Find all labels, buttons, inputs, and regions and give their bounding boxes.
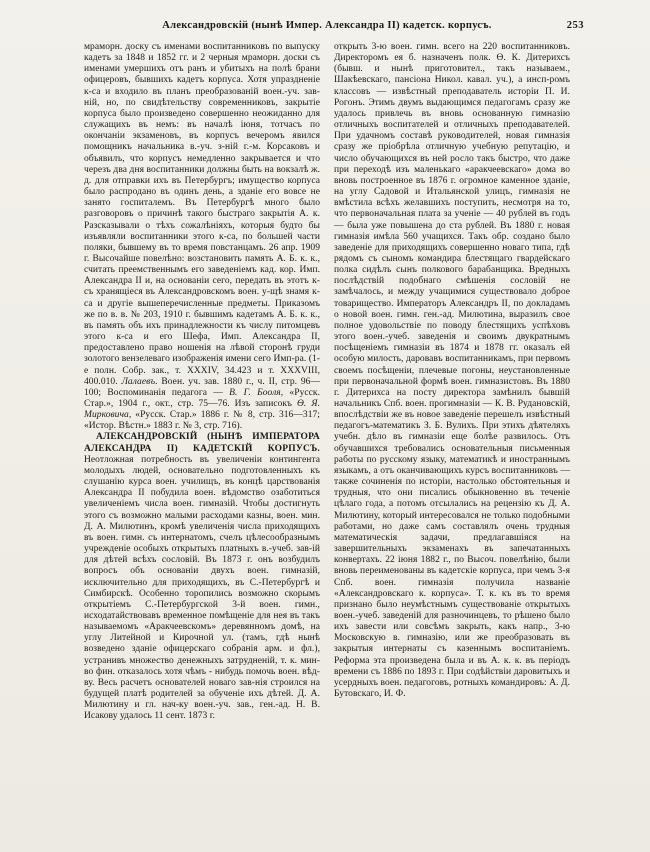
paragraph-continuation <box>84 42 320 432</box>
page-number: 253 <box>566 20 584 31</box>
citation-author: Лалаевъ <box>121 376 156 387</box>
article-paragraph <box>84 432 320 722</box>
text-run: , «Русск. Стар.» 1886 г. № 8, стр. 316—317; «Истор. Вѣстн.» 1883 г. № 3, стр. 716). <box>84 410 320 432</box>
article-title: АЛЕКСАНДРОВСКІЙ (НЫНѢ ИМПЕРАТОРА АЛЕКСАНДРА II) КАДЕТСКІЙ КОРПУСЪ. <box>84 432 320 454</box>
text-columns <box>84 42 570 846</box>
left-column <box>84 42 320 846</box>
right-column <box>334 42 570 846</box>
text-run: открыть 3-ю воен. гимн. всего на 220 воспитанниковъ. Директоромъ ея б. назначенъ полк. Ѳ. К. Дитерихсъ (бывш. и нынѣ приготовител., такъ называем., Шакѣевскаго, пансіона Никол. кавал. уч.), а инсп-ромъ классовъ — извѣстный преподаватель исторіи П. И. Рогонъ. Этимъ двумъ выдающимся педагогамъ сразу же удалось привлечь въ вновь основанную гимназію отличныхъ воспитателей и отличныхъ преподавателей. При удачномъ составѣ руководителей, новая гимназія сразу же пріобрѣла отличную учебную репутацію, и число обучающихся въ ней росло такъ быстро, что даже при переходѣ изъ маленькаго «аракчеевскаго» дома во вновь построенное въ 1876 г. огромное каменное зданіе, на углу Садовой и Итальянской улицъ, гимназія не вмѣстила всѣхъ желавшихъ поступить, несмотря на то, что первоначальная плата за ученіе — 40 рублей въ годъ — была уже повышена до ста рублей. Въ 1880 г. новая гимназія имѣла 560 учащихся. Такъ обр. создано было заведеніе для приходящихъ совершенно новаго типа, гдѣ рядомъ съ сыномъ командира блестящаго гвардейскаго полка сидѣлъ сынъ полкового барабанщика. Вредныхъ послѣдствій подобнаго смѣшенія сословій не замѣчалось, и между учащимися существовало доброе товарищество. Императоръ Александръ II, по докладамъ о новой воен. гимн. ген.-ад. Милютина, выразилъ свое полное удовольствіе по поводу блестящихъ успѣховъ этого воен.-учеб. заведенія и своимъ двукратнымъ посѣщеніемъ гимназіи въ 1874 и 1878 гг. оказалъ ей особую милость, даровавъ воспитанникамъ, при первомъ своемъ посѣщеніи, плечевые погоны, неустановленные при первоначальной формѣ воен. гимназистовъ. Въ 1880 г. Дитерихса на посту директора замѣнилъ бывшій начальникъ Спб. воен. прогимназіи — К. В. Рудановскій, впослѣдствіи же въ новое заведеніе перешелъ извѣстный педагогъ-математикъ З. Б. Вулихъ. При этихъ дѣятеляхъ учебн. дѣло въ гимназіи еще болѣе развилось. Отъ обучавшихся требовались основательныя письменныя работы по русскому языку, математикѣ и иностраннымъ языкамъ, а отъ оканчивающихъ курсъ воспитанниковъ — также сочиненія по исторіи, настолько обстоятельныя и трудныя, что они писались обыкновенно въ теченіе цѣлаго года, а потомъ отсылались на рецензію къ Д. А. Милютину, который интересовался не только подобными работами, но даже самъ составлялъ очень трудныя математическія задачи, предлагавшіяся на завершительныхъ экзаменахъ въ запечатанныхъ конвертахъ. 22 іюня 1882 г., по Высоч. повелѣнію, были вновь переименованы въ кадетскіе корпуса, при чемъ 3-я Спб. воен. гимназія получила названіе «Александровскаго к. корпуса». Т. к. къ въ то время признано было неумѣстнымъ существованіе открытыхъ воен.-учеб. заведеній для разночинцевъ, то рѣшено было ихъ завести или совсѣмъ закрыть, какъ напр., 3-ю Московскую в. гимназію, или же преобразовать въ закрытыя интернаты съ казеннымъ воспитаніемъ. Реформа эта произведена была и въ А. к. к. въ періодъ времени съ 1886 по 1893 г. При содѣйствіи даровитыхъ и усердныхъ воен. педагоговъ, ротныхъ командировъ: А. Д. Бутовскаго, И. Ф. <box>334 42 570 700</box>
text-run: . Воен. уч. зав. 1880 г., ч. II, стр. 96—100; Воспоминанія педагога — <box>84 376 320 398</box>
paragraph-continuation <box>334 42 570 700</box>
citation-author: В. Г. Бооля <box>229 387 281 398</box>
text-run: мраморн. доску съ именами воспитанниковъ по выпуску кадетъ за 1848 и 1852 гг. и 2 черныя мраморн. доски съ именами умершихъ отъ ранъ и убитыхъ на полѣ брани офицеровъ, бывшихъ кадетъ корпуса. Хотя упраздненіе к-са и входило въ планъ преобразованій воен.-уч. зав-ній, но, по свидѣтельству современниковъ, закрытіе корпуса было произведено совершенно неожиданно для служащихъ въ немъ: въ началѣ іюня, тотчасъ по окончаніи экзаменовъ, въ корпусъ вечеромъ явился помощникъ начальника в.-уч. з-ній г.-м. Корсаковъ и объявилъ, что корпусъ немедленно закрывается и что черезъ два дня воспитанники должны быть на вокзалѣ ж. д. для отправки ихъ въ Петербургъ; имущество корпуса было распродано въ одинъ день, а зданіе его вовсе не занято госпиталемъ. Въ Петербургѣ много было разговоровъ о причинѣ такого быстраго закрытія А. к. Разсказывали о тѣхъ сожалѣніяхъ, которыя будто бы изъявляли воспитанники этого к-са, по большей части поляки, бывшему въ то время повстанцамъ. 26 апр. 1909 г. Высочайше повелѣно: возстановить память А. Б. к. к., считать преемственнымъ его заведеніемъ кад. кор. Имп. Александра II и, на основаніи сего, передать въ этотъ к-съ хранящіеся въ Александровскомъ воен. у-щѣ знамя к-са и другіе вышеперечисленные предметы. Приказомъ же по в. в. № 203, 1910 г. бывшимъ кадетамъ А. Б. к. к., въ память объ ихъ принадлежности къ числу питомцевъ этого к-са и его Шефа, Имп. Александра II, предоставлено право ношенія на лѣвой сторонѣ груди золотого вензелеваго изображенія имени сего Имп-ра. (1-е полн. Собр. зак., т. XXXIV, 34.423 и т. XXXVIII, 400.010. <box>84 42 320 387</box>
text-run: , «Русск. Стар.», 1904 г., окт., стр. 75—76. Изъ записокъ <box>84 387 320 409</box>
running-head-title: Александровскій (нынѣ Импер. Александра II) кадетск. корпусъ. <box>162 20 492 31</box>
text-run: Неотложная потребность въ увеличеніи контингента молодыхъ людей, основательно подготовленныхъ къ слушанію курса воен. училищъ, въ концѣ царствованія Александра II побудила воен. вѣдомство озаботиться увеличеніемъ числа воен. гимназій. Чтобы достигнуть этого съ возможно малыми расходами казны, воен. мин. Д. А. Милютинъ, кромѣ увеличенія числа приходящихъ въ воен. гимн. съ интернатомъ, счелъ цѣлесообразнымъ учрежденіе особыхъ открытыхъ платныхъ в.-учеб. зав-ій для дѣтей всѣхъ сословій. Въ 1873 г. онъ возбудилъ вопросъ объ основаніи двухъ воен. гимназій, исключительно для приходящихъ, въ С.-Петербургѣ и Симбирскѣ. Особенно торопились возможно скорымъ открытіемъ С.-Петербургской 3-й воен. гимн., исходатайствовавъ временное помѣщеніе для нея въ такъ называемомъ «Аракчеевскомъ» деревянномъ домѣ, на углу Литейной и Кирочной ул. (тамъ, гдѣ нынѣ возведено зданіе офицерскаго собранія арм. и фл.), устранивъ множество денежныхъ затрудненій, т. к. мин-во фин. отказалось хотя чѣмъ - нибудь помочь воен. вѣд-ву. Весь расчетъ основателей новаго зав-нія строился на будущей платѣ родителей за обученіе ихъ дѣтей. Д. А. Милютину и гл. нач-ку воен.-уч. зав., ген.-ад. Н. В. Исакову удалось 11 сент. 1873 г. <box>84 454 320 722</box>
citation-author: Ѳ. Я. Мирковича <box>84 399 320 421</box>
running-head <box>84 20 584 31</box>
